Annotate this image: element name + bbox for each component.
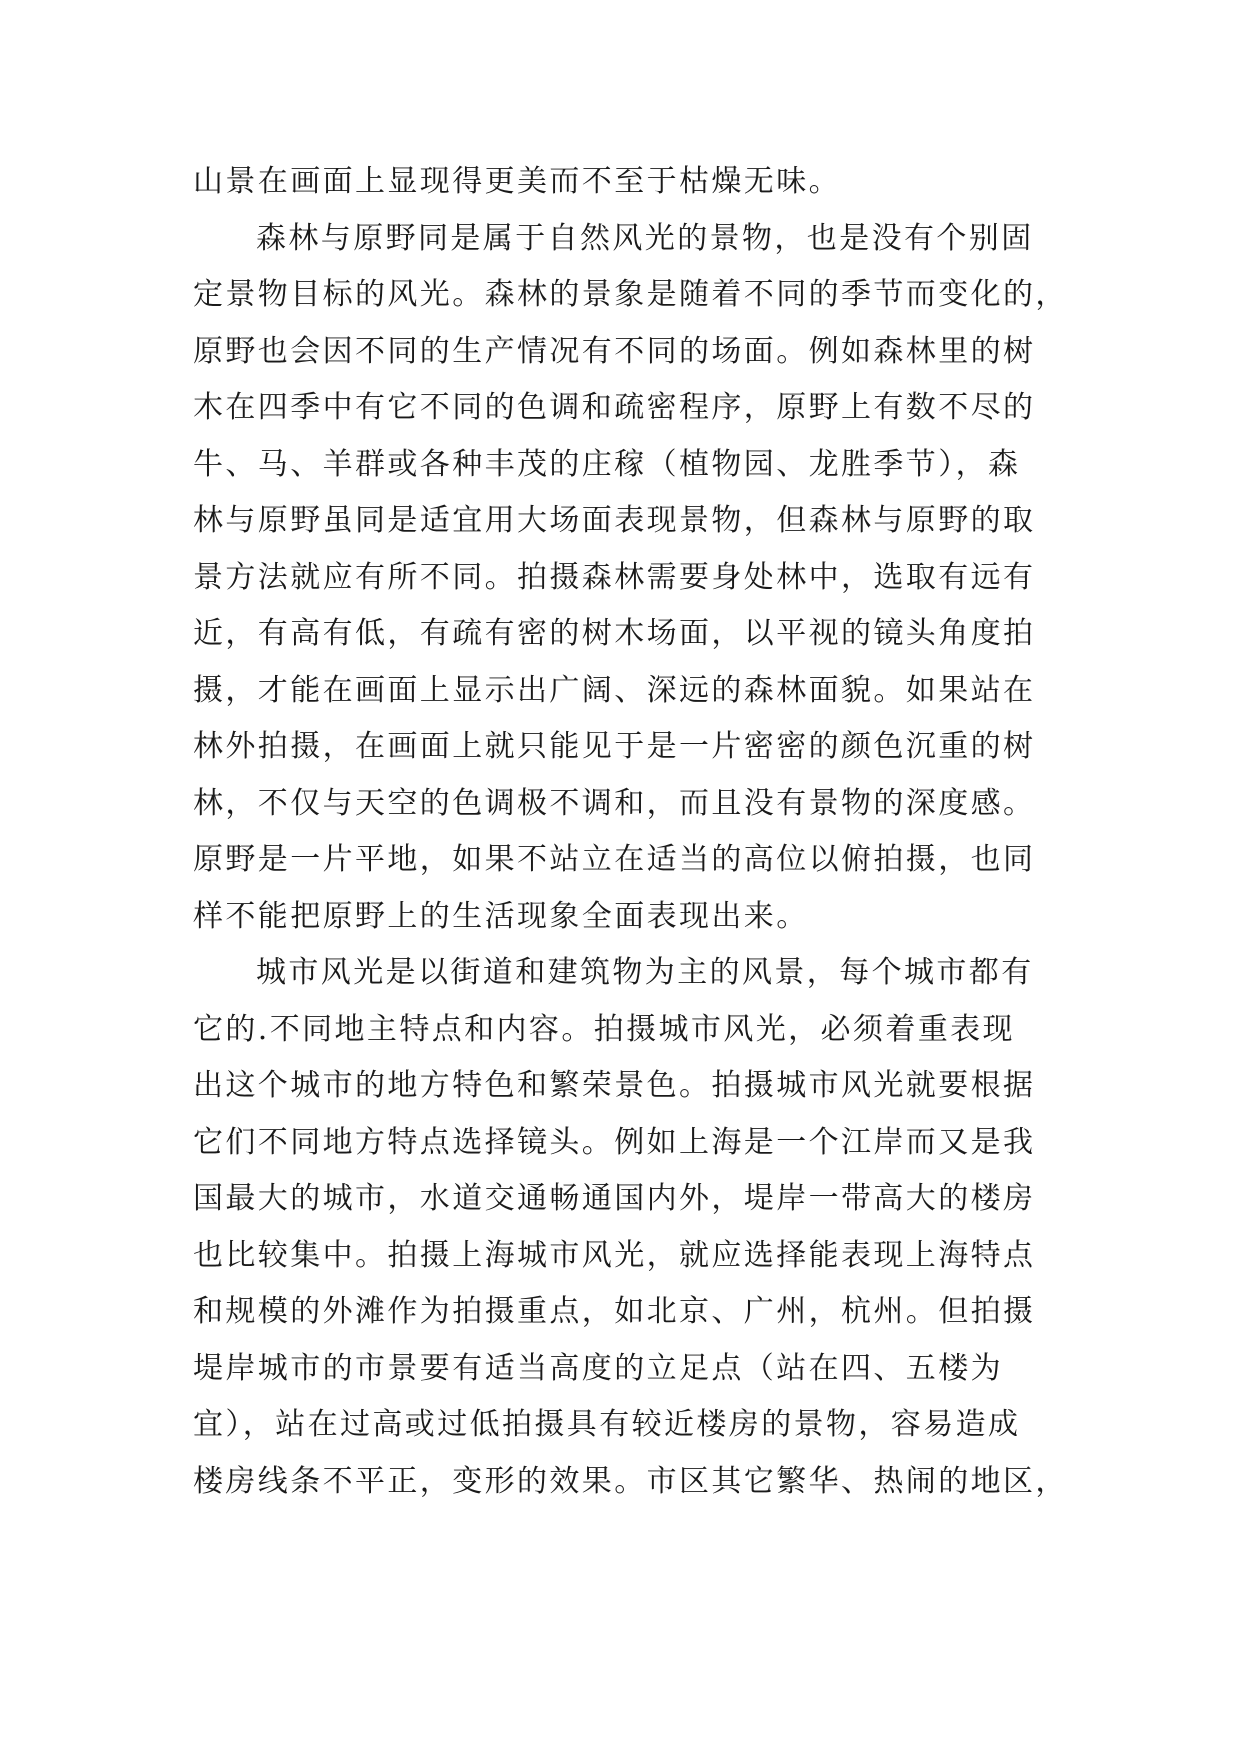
text-line: 宜），站在过高或过低拍摄具有较近楼房的景物，容易造成 [193, 1407, 1021, 1442]
text-line: 林外拍摄，在画面上就只能见于是一片密密的颜色沉重的树 [193, 729, 1036, 764]
text-line: 和规模的外滩作为拍摄重点，如北京、广州，杭州。但拍摄 [193, 1294, 1036, 1329]
text-line: 出这个城市的地方特色和繁荣景色。拍摄城市风光就要根据 [193, 1068, 1036, 1103]
text-line: 定景物目标的风光。森林的景象是随着不同的季节而变化的， [193, 277, 1068, 312]
text-line: 摄，才能在画面上显示出广阔、深远的森林面貌。如果站在 [193, 672, 1036, 708]
text-line: 木在四季中有它不同的色调和疏密程序，原野上有数不尽的 [193, 390, 1036, 425]
text-line: 林，不仅与天空的色调极不调和，而且没有景物的深度感。 [193, 785, 1036, 821]
text-line: 它们不同地方特点选择镜头。例如上海是一个江岸而又是我 [193, 1124, 1036, 1160]
text-line: 原野也会因不同的生产情况有不同的场面。例如森林里的树 [193, 333, 1036, 369]
paragraph-city-scenery [193, 945, 1073, 1510]
text-line: 牛、马、羊群或各种丰茂的庄稼（植物园、龙胜季节），森 [193, 446, 1021, 482]
text-line: 样不能把原野上的生活现象全面表现出来。 [193, 898, 809, 934]
text-line: 近，有高有低，有疏有密的树木场面，以平视的镜头角度拍 [193, 616, 1036, 651]
paragraph-mountain-scenery [193, 154, 1073, 211]
text-line: 它的.不同地主特点和内容。拍摄城市风光，必须着重表现 [193, 1011, 1015, 1047]
paragraph-forest-and-field [193, 211, 1073, 946]
text-line: 堤岸城市的市景要有适当高度的立足点（站在四、五楼为 [193, 1350, 1003, 1386]
text-line: 城市风光是以街道和建筑物为主的风景，每个城市都有 [256, 955, 1034, 990]
body-text [193, 154, 1073, 1510]
text-line: 森林与原野同是属于自然风光的景物，也是没有个别固 [256, 220, 1034, 256]
text-line: 景方法就应有所不同。拍摄森林需要身处林中，选取有远有 [193, 559, 1036, 595]
text-line: 林与原野虽同是适宜用大场面表现景物，但森林与原野的取 [193, 503, 1036, 538]
text-line: 山景在画面上显现得更美而不至于枯燥无味。 [193, 164, 841, 199]
text-line: 国最大的城市，水道交通畅通国内外，堤岸一带高大的楼房 [193, 1181, 1036, 1216]
text-line: 原野是一片平地，如果不站立在适当的高位以俯拍摄，也同 [193, 842, 1036, 877]
text-line: 楼房线条不平正，变形的效果。市区其它繁华、热闹的地区， [193, 1463, 1068, 1499]
text-line: 也比较集中。拍摄上海城市风光，就应选择能表现上海特点 [193, 1237, 1036, 1273]
